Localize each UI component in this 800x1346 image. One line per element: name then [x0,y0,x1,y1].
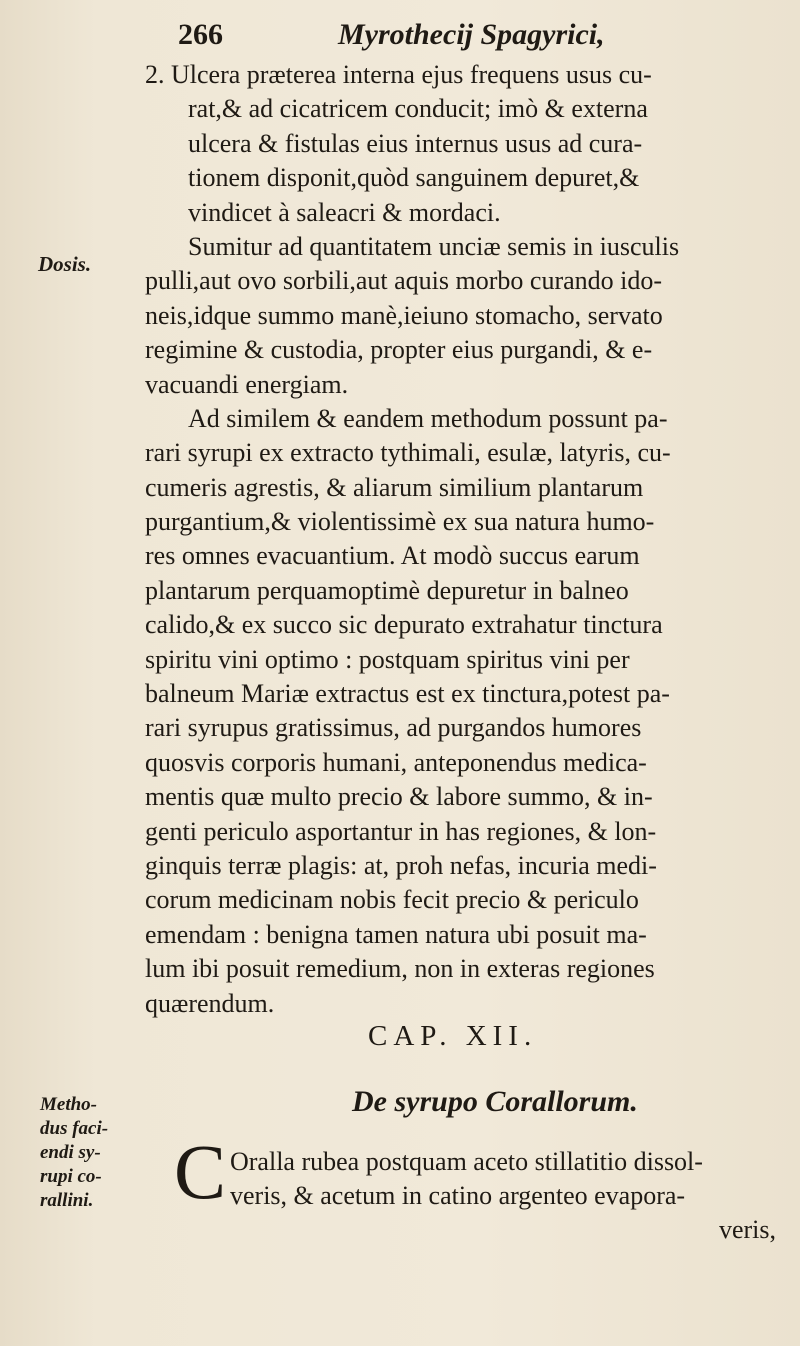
margin-note-dosis-text: Dosis. [38,252,92,276]
text-line: purgantium,& violentissimè ex sua natura humo- [145,507,655,537]
text-line: rari syrupus gratissimus, ad purgandos humores [145,713,642,743]
text-line: 2. Ulcera præterea interna ejus frequens usus cu- [145,60,652,89]
margin-note-line: rallini. [40,1190,94,1211]
text-line: lum ibi posuit remedium, non in exteras regiones [145,954,655,984]
text-line: res omnes evacuantium. At modò succus earum [145,541,640,571]
text-line: veris, [718,1215,776,1244]
running-header [178,18,698,58]
text-line: emendam : benigna tamen natura ubi posuit ma- [145,919,647,949]
text-line: quosvis corporis humani, anteponendus medica- [145,747,647,777]
text-line: spiritu vini optimo : postquam spiritus vini per [145,644,630,674]
text-line: vacuandi energiam. [145,369,349,399]
text-line: plantarum perquamoptimè depuretur in balneo [145,575,629,605]
text-line: vindicet à saleacri & mordaci. [188,197,501,227]
text-line: genti periculo asportantur in has regiones, & lon- [145,816,657,846]
margin-note-line: rupi co- [40,1166,102,1187]
drop-capital: C [174,1128,227,1215]
running-title: Myrothecij Spagyrici, [338,18,605,51]
text-line: ulcera & fistulas eius internus usus ad cura- [188,128,643,158]
text-line: quærendum. [145,988,275,1018]
margin-note-line: dus faci- [40,1118,109,1139]
margin-note-line: Metho- [40,1094,97,1115]
text-line: rari syrupi ex extracto tythimali, esulæ, latyris, cu- [145,438,671,468]
text-line: regimine & custodia, propter eius purgandi, & e- [145,335,653,365]
chapter-title: De syrupo Corallorum. [352,1085,638,1118]
chapter-text [230,1145,790,1247]
text-line: cumeris agrestis, & aliarum similium plantarum [145,472,644,502]
main-text [145,58,785,1021]
margin-note-methodus [40,1093,108,1213]
text-line: pulli,aut ovo sorbili,aut aquis morbo curando ido- [145,266,663,296]
chapter-heading: CAP. XII. [368,1020,538,1052]
text-line: neis,idque summo manè,ieiuno stomacho, servato [145,300,663,330]
text-line: calido,& ex succo sic depurato extrahatur tinctura [145,610,663,640]
page-number: 266 [178,18,223,51]
text-line: veris, & acetum in catino argenteo evapora- [230,1181,686,1210]
text-line: tionem disponit,quòd sanguinem depuret,& [188,163,640,193]
text-line: mentis quæ multo precio & labore summo, & in- [145,782,653,812]
text-line: rat,& ad cicatricem conducit; imò & externa [188,94,648,124]
text-line: corum medicinam nobis fecit precio & periculo [145,885,639,915]
text-line: Ad similem & eandem methodum possunt pa- [188,403,668,433]
text-line: balneum Mariæ extractus est ex tinctura,potest pa- [145,679,670,709]
text-line: Oralla rubea postquam aceto stillatitio dissol- [230,1147,703,1176]
text-line: ginquis terræ plagis: at, proh nefas, incuria medi- [145,850,657,880]
text-line: Sumitur ad quantitatem unciæ semis in iusculis [188,231,680,261]
margin-note-line: endi sy- [40,1142,101,1163]
margin-note-dosis [38,252,91,276]
